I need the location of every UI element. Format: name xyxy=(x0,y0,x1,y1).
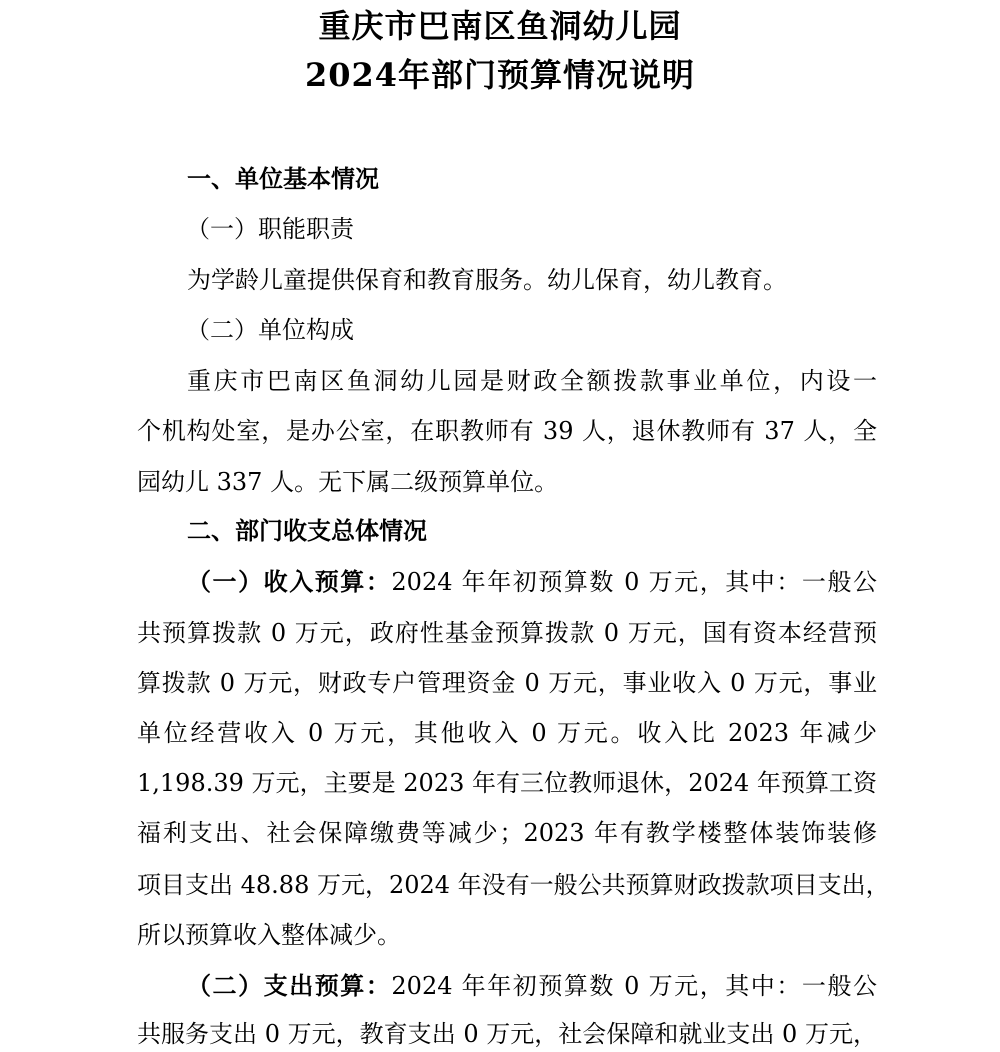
income-paragraph-line: 单位经营收入 0 万元，其他收入 0 万元。收入比 2023 年减少 xyxy=(137,719,877,747)
document-title-line1: 重庆市巴南区鱼洞幼儿园 xyxy=(318,7,682,45)
section1-heading: 一、单位基本情况 xyxy=(187,164,379,193)
section1-sub2-heading: （二）单位构成 xyxy=(186,316,354,344)
expense-paragraph-line: 共服务支出 0 万元，教育支出 0 万元，社会保障和就业支出 0 万元， xyxy=(137,1020,877,1048)
section1-sub2-line: 重庆市巴南区鱼洞幼儿园是财政全额拨款事业单位，内设一 xyxy=(187,367,877,395)
income-paragraph-line: 1,198.39 万元，主要是 2023 年有三位教师退休，2024 年预算工资 xyxy=(137,769,877,797)
document-title-line2: 2024年部门预算情况说明 xyxy=(304,56,696,94)
expense-line-text: 2024 年年初预算数 0 万元，其中：一般公 xyxy=(391,972,878,1000)
income-line-text: 2024 年年初预算数 0 万元，其中：一般公 xyxy=(391,568,878,596)
income-paragraph-line xyxy=(187,567,877,597)
section2-heading: 二、部门收支总体情况 xyxy=(187,516,427,545)
section1-sub1-heading: （一）职能职责 xyxy=(186,215,354,243)
section1-sub2-line: 个机构处室，是办公室，在职教师有 39 人，退休教师有 37 人，全 xyxy=(137,417,877,445)
expense-label: （二）支出预算： xyxy=(187,971,392,1000)
income-paragraph-line: 福利支出、社会保障缴费等减少；2023 年有教学楼整体装饰装修 xyxy=(137,819,877,847)
income-paragraph-line: 项目支出 48.88 万元，2024 年没有一般公共预算财政拨款项目支出， xyxy=(137,871,890,899)
section1-sub1-text: 为学龄儿童提供保育和教育服务。幼儿保育，幼儿教育。 xyxy=(187,266,787,294)
income-paragraph-line: 所以预算收入整体减少。 xyxy=(137,921,401,949)
expense-paragraph-line xyxy=(187,971,877,1001)
income-paragraph-line: 共预算拨款 0 万元，政府性基金预算拨款 0 万元，国有资本经营预 xyxy=(137,619,877,647)
section1-sub2-line: 园幼儿 337 人。无下属二级预算单位。 xyxy=(137,468,559,496)
income-label: （一）收入预算： xyxy=(187,567,392,596)
income-paragraph-line: 算拨款 0 万元，财政专户管理资金 0 万元，事业收入 0 万元，事业 xyxy=(137,669,877,697)
